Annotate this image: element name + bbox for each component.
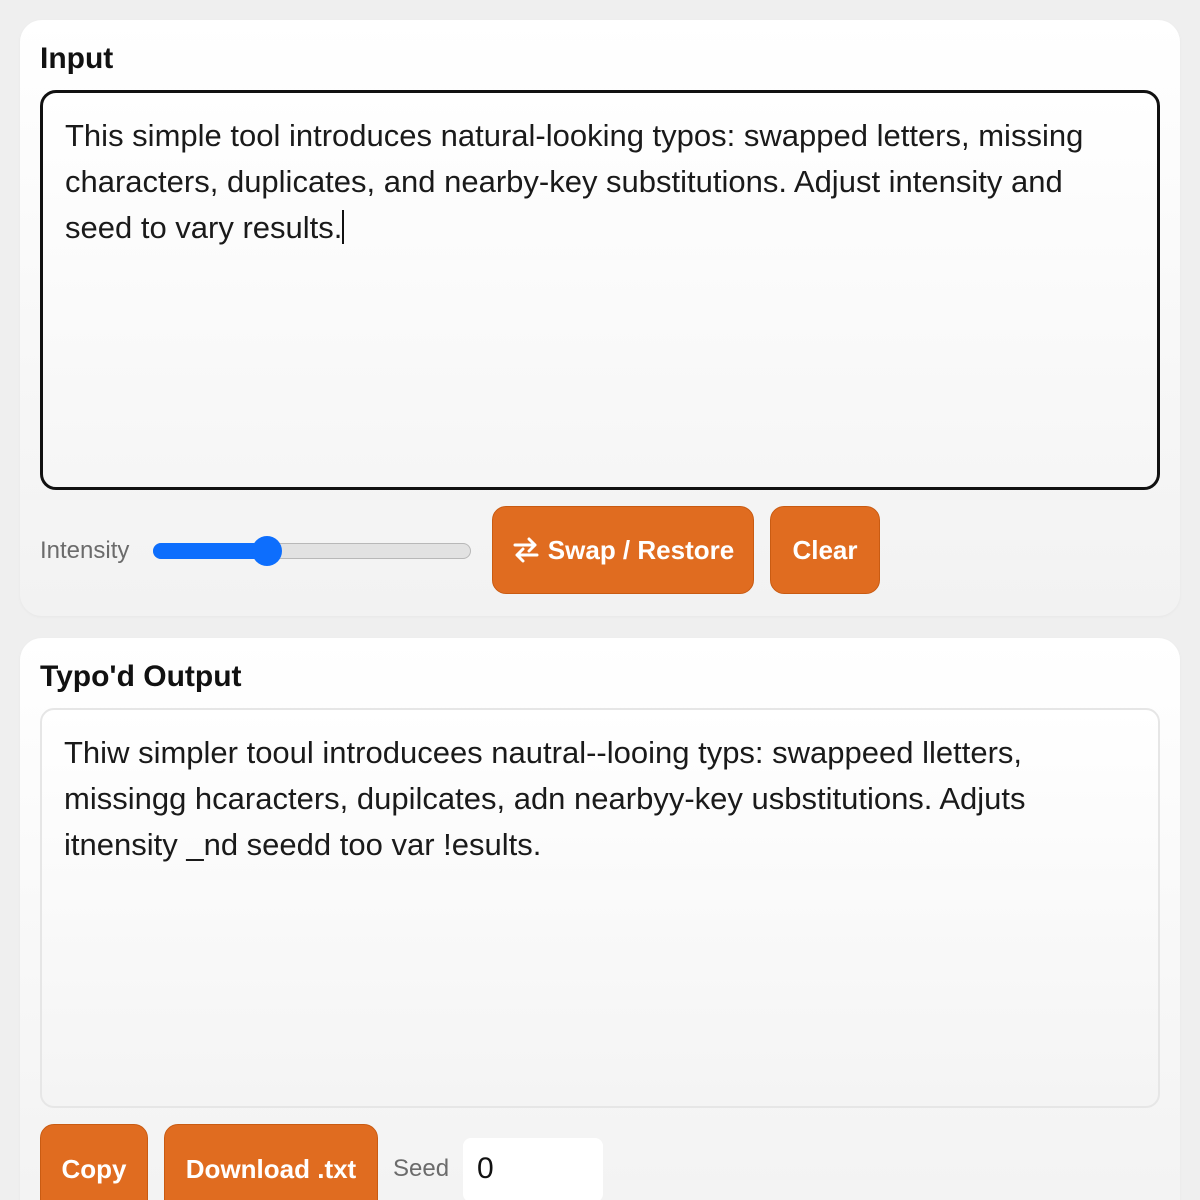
intensity-slider[interactable]	[153, 539, 471, 563]
input-textarea[interactable]	[40, 90, 1160, 490]
clear-label: Clear	[792, 534, 858, 565]
slider-thumb[interactable]	[252, 536, 282, 566]
swap-restore-button[interactable]	[492, 506, 754, 594]
download-label: Download .txt	[185, 1153, 357, 1184]
seed-label: Seed	[393, 1155, 450, 1182]
seed-input[interactable]: 0	[463, 1138, 603, 1200]
input-panel	[20, 20, 1180, 616]
download-txt-button[interactable]	[164, 1124, 378, 1200]
copy-label: Copy	[61, 1153, 127, 1184]
input-text: This simple tool introduces natural-looking typos: swapped letters, missing characters, duplicates, and nearby-key substitutions. Adjust intensity and seed to vary results.	[65, 118, 1092, 245]
text-caret	[342, 210, 344, 244]
swap-restore-label: Swap / Restore	[547, 534, 735, 565]
output-textarea[interactable]	[40, 708, 1160, 1108]
output-text: Thiw simpler tooul introducees nautral--looing typs: swappeed lletters, missingg hcaracters, dupilcates, adn nearbyy-key usbstitutions. Adjuts itnensity _nd seedd too var !esults.	[64, 735, 1035, 862]
copy-button[interactable]	[40, 1124, 148, 1200]
output-panel	[20, 638, 1180, 1200]
input-title: Input	[40, 42, 114, 75]
output-title: Typo'd Output	[40, 660, 242, 693]
slider-fill	[153, 543, 267, 559]
clear-button[interactable]	[770, 506, 880, 594]
swap-arrows-icon	[512, 537, 540, 563]
intensity-label: Intensity	[40, 537, 130, 564]
